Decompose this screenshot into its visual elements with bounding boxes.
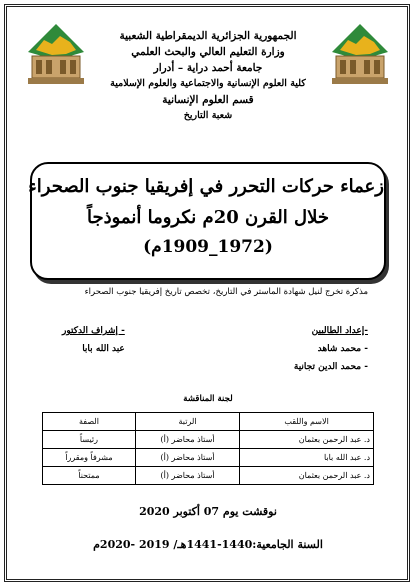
department-name: قسم العلوم الإنسانية [162, 94, 254, 106]
committee-table [42, 412, 374, 485]
institution-header [90, 28, 326, 124]
member-rank: أستاذ محاضر (أ) [135, 449, 239, 467]
member-role: ممتحناً [43, 467, 136, 485]
column-header: الاسم واللقب [240, 413, 374, 431]
thesis-subtitle: مذكرة تخرج لنيل شهادة الماستر في التاريخ، تخصص تاريخ إفريقيا جنوب الصحراء [84, 287, 368, 297]
column-header: الرتبة [135, 413, 239, 431]
students-block [294, 322, 368, 376]
member-name: د. عبد الرحمن بعثمان [240, 431, 374, 449]
thesis-title-line3: (1972_1909م) [143, 237, 273, 257]
university-logo-right [326, 22, 394, 90]
student-name: - محمد الدين تجانية [293, 362, 368, 372]
table-row [43, 467, 374, 485]
member-role: رئيساً [43, 431, 136, 449]
thesis-title-box [30, 162, 386, 280]
table-row [43, 449, 374, 467]
table-header-row [43, 413, 374, 431]
republic-name: الجمهورية الجزائرية الديمقراطية الشعبية [119, 30, 297, 42]
branch-name: شعبة التاريخ [183, 110, 233, 121]
member-name: د. عبد الله بابا [240, 449, 374, 467]
thesis-title-line1: زعماء حركات التحرر في إفريقيا جنوب الصحراء [28, 176, 384, 197]
supervisor-block [62, 322, 125, 358]
member-name: د. عبد الرحمن بعثمان [240, 467, 374, 485]
thesis-title-line2: خلال القرن 20م نكروما أنموذجاً [86, 207, 330, 228]
table-row [43, 431, 374, 449]
faculty-name: كلية العلوم الإنسانية والاجتماعية والعلوم الإسلامية [110, 78, 306, 89]
ministry-name: وزارة التعليم العالي والبحث العلمي [131, 46, 285, 58]
member-rank: أستاذ محاضر (أ) [135, 467, 239, 485]
member-rank: أستاذ محاضر (أ) [135, 431, 239, 449]
supervisor-name: عبد الله بابا [82, 344, 125, 354]
students-heading: -إعداد الطالبين [311, 326, 368, 336]
university-name: جامعة أحمد دراية – أدرار [153, 62, 263, 74]
student-name: - محمد شاهد [317, 344, 368, 354]
committee-title: لجنة المناقشة [183, 394, 233, 404]
academic-year: السنة الجامعية:1440-1441هـ/ 2019 -2020م [93, 538, 323, 551]
defense-date: نوقشت يوم 07 أكتوبر 2020 [139, 505, 277, 518]
column-header: الصفة [43, 413, 136, 431]
university-logo-left [22, 22, 90, 90]
supervisor-heading: - إشراف الدكتور [62, 326, 125, 336]
member-role: مشرفاً ومقرراً [43, 449, 136, 467]
